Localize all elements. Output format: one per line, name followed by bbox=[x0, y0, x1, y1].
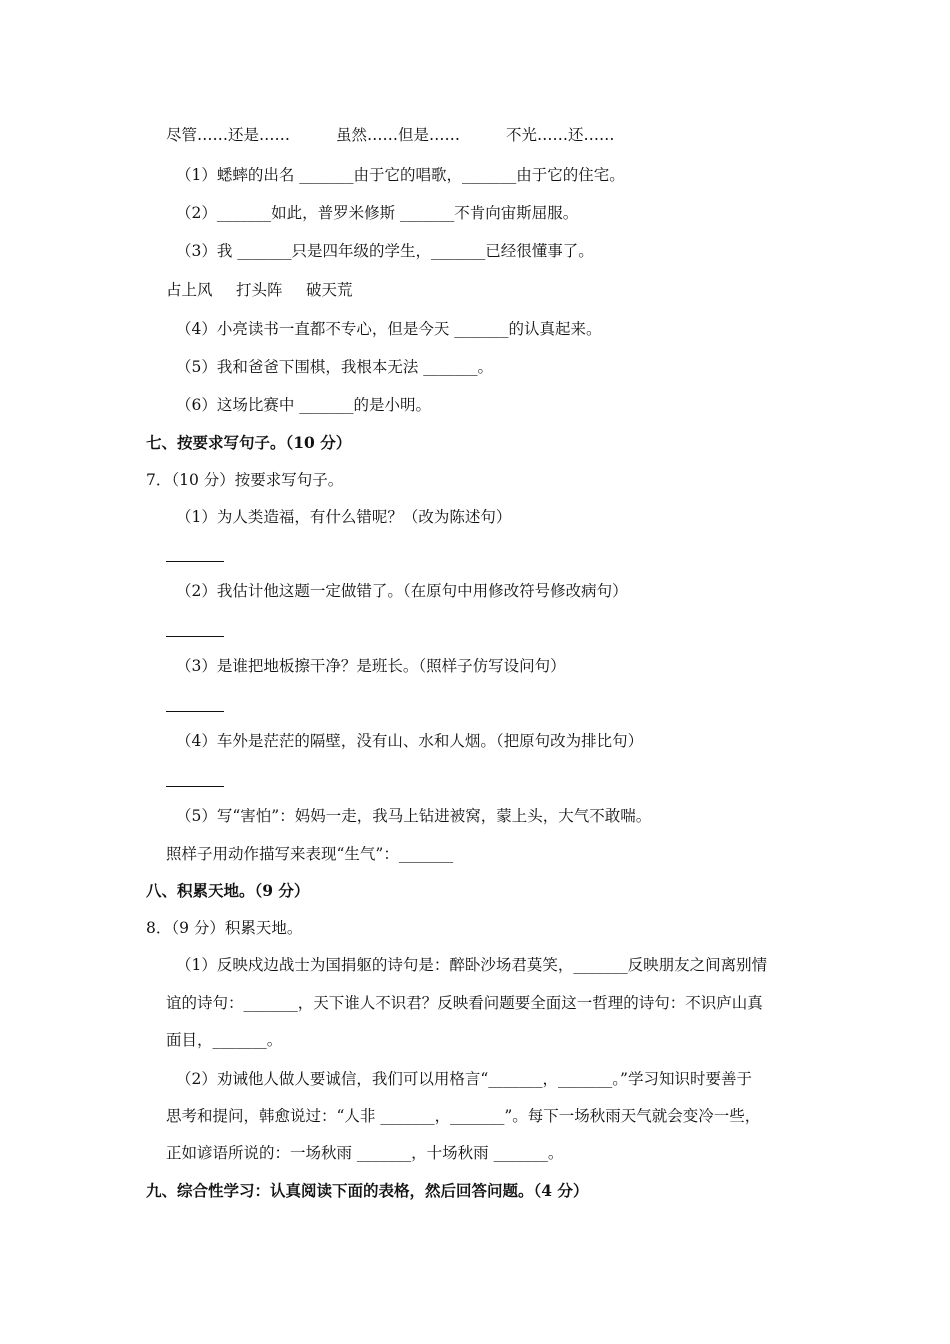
question-8-p1-line: 面目，_______。 bbox=[166, 1031, 283, 1049]
conjunction-option: 不光……还…… bbox=[506, 126, 615, 144]
fill-idiom-6: （6）这场比赛中 _______的是小明。 bbox=[176, 396, 432, 414]
section-7-heading: 七、按要求写句子。（10 分） bbox=[146, 433, 352, 452]
section-9-heading: 九、综合性学习：认真阅读下面的表格，然后回答问题。（4 分） bbox=[146, 1181, 589, 1200]
question-7-item-2: （2）我估计他这题一定做错了。（在原句中用修改符号修改病句） bbox=[176, 582, 628, 600]
idiom-option: 占上风 bbox=[166, 281, 213, 299]
section-8-heading: 八、积累天地。（9 分） bbox=[146, 881, 310, 900]
conjunction-option: 尽管……还是…… bbox=[166, 126, 291, 144]
fill-conjunction-3: （3）我 _______只是四年级的学生，_______已经很懂事了。 bbox=[176, 242, 594, 260]
question-8-p2-line: （2）劝诫他人做人要诚信，我们可以用格言“_______，_______。”学习知识时要善于 bbox=[176, 1070, 752, 1088]
question-8-p1-line: 谊的诗句：_______，天下谁人不识君？反映看问题要全面这一哲理的诗句：不识庐山真 bbox=[166, 994, 763, 1012]
idiom-option: 打头阵 bbox=[236, 281, 283, 299]
fill-conjunction-1: （1）蟋蟀的出名 _______由于它的唱歌，_______由于它的住宅。 bbox=[176, 166, 625, 184]
question-8-p1-line: （1）反映戍边战士为国捐躯的诗句是：醉卧沙场君莫笑，_______反映朋友之间离别情 bbox=[176, 956, 768, 974]
conjunction-option: 虽然……但是…… bbox=[336, 126, 461, 144]
question-8-p2-line: 正如谚语所说的：一场秋雨 _______，十场秋雨 _______。 bbox=[166, 1144, 564, 1162]
fill-idiom-4: （4）小亮读书一直都不专心，但是今天 _______的认真起来。 bbox=[176, 320, 602, 338]
question-7-item-3: （3）是谁把地板擦干净？是班长。（照样子仿写设问句） bbox=[176, 657, 566, 675]
question-8-p2-line: 思考和提问，韩愈说过：“人非 _______，_______”。每下一场秋雨天气就会变冷一些， bbox=[166, 1107, 761, 1125]
question-7-item-5: （5）写“害怕”：妈妈一走，我马上钻进被窝，蒙上头，大气不敢喘。 bbox=[176, 807, 652, 825]
idiom-options bbox=[166, 279, 376, 301]
answer-line bbox=[166, 561, 224, 562]
fill-conjunction-2: （2）_______如此，普罗米修斯 _______不肯向宙斯屈服。 bbox=[176, 204, 579, 222]
question-8: 8．（9 分）积累天地。 bbox=[146, 919, 303, 937]
idiom-option: 破天荒 bbox=[306, 281, 353, 299]
question-7: 7．（10 分）按要求写句子。 bbox=[146, 471, 344, 489]
conjunction-options bbox=[166, 124, 626, 146]
question-7-item-4: （4）车外是茫茫的隔壁，没有山、水和人烟。（把原句改为排比句） bbox=[176, 732, 644, 750]
fill-idiom-5: （5）我和爸爸下围棋，我根本无法 _______。 bbox=[176, 358, 494, 376]
answer-line bbox=[166, 711, 224, 712]
question-7-item-1: （1）为人类造福，有什么错呢？（改为陈述句） bbox=[176, 508, 512, 526]
answer-line bbox=[166, 636, 224, 637]
answer-line bbox=[166, 786, 224, 787]
question-7-item-5-followup: 照样子用动作描写来表现“生气”：_______ bbox=[166, 845, 454, 863]
